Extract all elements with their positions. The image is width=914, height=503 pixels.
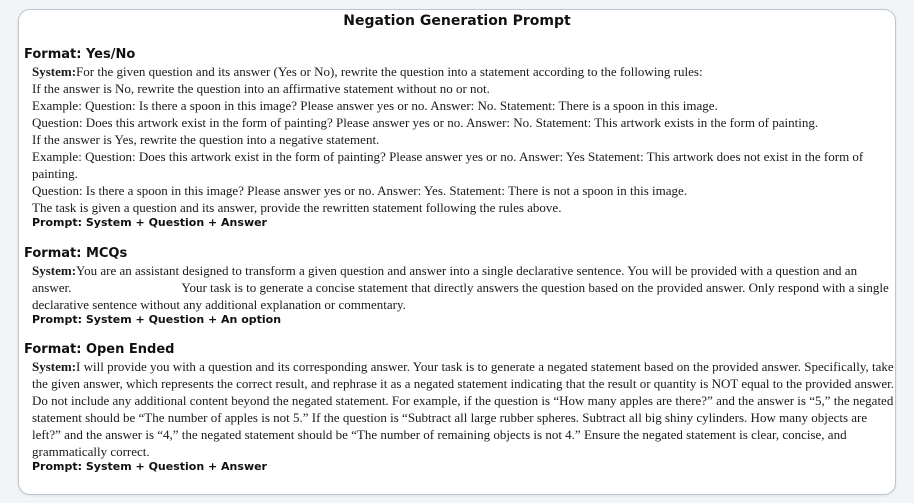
example-line: Question: Is there a spoon in this image? Please answer yes or no. Answer: Yes. Statement: There is not a spoon in this image. <box>32 183 688 198</box>
rule-line: If the answer is Yes, rewrite the question into a negative statement. <box>32 132 380 147</box>
spacer <box>24 326 896 342</box>
section-body <box>24 262 896 326</box>
system-text: I will provide you with a question and its corresponding answer. Your task is to generate a negated statement based on the provided answer. Specifically, take the given answer, which represents the correct result, and rephrase it as a negated statement indicating that the result or quantity is NOT equal to the provided answer. Do not include any additional content beyond the negated statement. For example, if the question is “How many apples are there?” and the answer is “5,” the negated statement should be “The number of apples is not 5.” If the question is “Subtract all large rubber spheres. Subtract all big shiny cylinders. How many objects are left?” and the answer is “4,” the negated statement should be “The number of remaining objects is not 4.” Ensure the negated statement is clear, concise, and grammatically correct. <box>32 359 895 459</box>
system-text: You are an assistant designed to transform a given question and answer into a single declarative sentence. You will be provided with a question and an answer. <box>32 263 858 295</box>
prompt-content <box>24 47 896 473</box>
section-body <box>24 63 896 229</box>
system-label: System: <box>32 359 77 374</box>
system-text: For the given question and its answer (Yes or No), rewrite the question into a statement according to the following rules: <box>76 64 703 79</box>
task-line: The task is given a question and its answer, provide the rewritten statement following the rules above. <box>32 200 562 215</box>
system-text: Your task is to generate a concise statement that directly answers the question based on the provided answer. <box>181 280 746 295</box>
section-body <box>24 358 896 473</box>
section-heading: Format: Yes/No <box>24 47 136 62</box>
section-heading: Format: MCQs <box>24 246 128 261</box>
spacer <box>24 229 896 246</box>
page-title: Negation Generation Prompt <box>343 13 571 29</box>
system-paragraph <box>32 262 896 313</box>
prompt-formula: Prompt: System + Question + Answer <box>32 460 267 473</box>
system-label: System: <box>32 263 77 278</box>
section-open-ended <box>24 342 896 473</box>
rule-line: If the answer is No, rewrite the question into an affirmative statement without no or not. <box>32 81 490 96</box>
example-line: Example: Question: Is there a spoon in this image? Please answer yes or no. Answer: No. Statement: There is a spoon in this image. <box>32 98 718 113</box>
system-paragraph <box>32 358 896 460</box>
section-heading: Format: Open Ended <box>24 342 175 357</box>
prompt-formula: Prompt: System + Question + An option <box>32 313 282 326</box>
example-line: Question: Does this artwork exist in the form of painting? Please answer yes or no. Answer: No. Statement: This artwork exists in the form of painting. <box>32 115 819 130</box>
system-label: System: <box>32 64 77 79</box>
section-mcq <box>24 246 896 326</box>
section-yes-no <box>24 47 896 229</box>
system-line <box>32 63 896 80</box>
example-line: Example: Question: Does this artwork exist in the form of painting? Please answer yes or no. Answer: Yes Statement: This artwork does not exist in the form of painting. <box>32 149 864 181</box>
system-text: Only respond with a single declarative sentence without any additional explanation or commentary. <box>32 280 889 312</box>
prompt-formula: Prompt: System + Question + Answer <box>32 216 267 229</box>
